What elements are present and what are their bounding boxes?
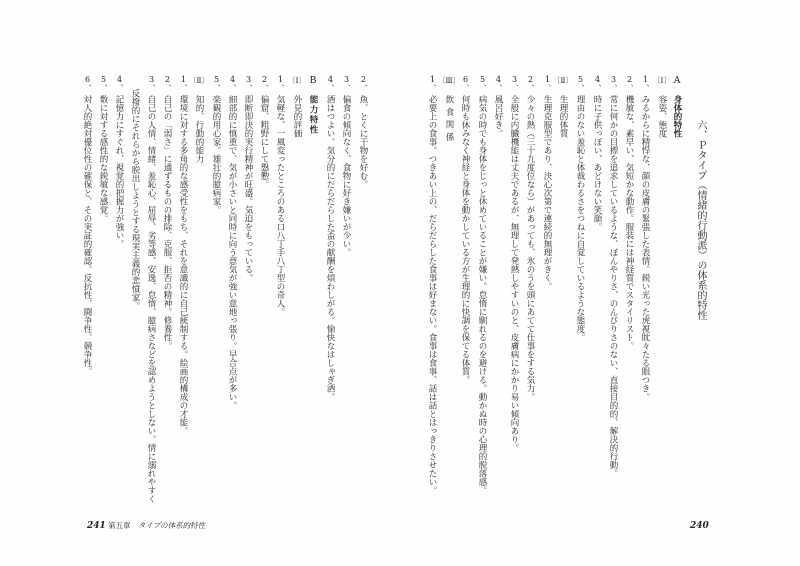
- item-number: 3、: [244, 75, 253, 92]
- subsection-heading: [653, 0, 671, 566]
- list-item: [162, 0, 172, 566]
- item-text: 自己の人情、情緒、羞恥心、屈辱、劣等感、安逸、怠惰、臆病さなどを認めようとしない。情に溺れやすく: [146, 95, 156, 503]
- item-number: 5、: [99, 75, 108, 92]
- item-number: 3、: [510, 75, 519, 92]
- page-number: 240: [690, 521, 709, 531]
- list-item: [82, 0, 92, 566]
- chapter-title: 六、Ｐタイプ（情緒的行動派）の体系的特性: [695, 120, 706, 320]
- item-number: 5、: [478, 75, 487, 92]
- item-number: 1、: [428, 75, 437, 92]
- item-number: 4、: [494, 75, 503, 92]
- list-item: [341, 0, 351, 566]
- item-number: 6、: [461, 75, 470, 92]
- chapter-label: 第五章: [108, 521, 131, 530]
- item-text: 常に何かの目標を追求しているような、ぼんやりさ、のんびりさのない、直接目的的、解決的行動。: [608, 95, 618, 478]
- item-text: 細部的に慎重で、気が小さいと同時に向う意気が強い意地っ張り。早合点が多い。: [227, 95, 237, 410]
- list-item: [608, 0, 618, 566]
- list-item: [525, 0, 535, 566]
- list-item: [178, 0, 188, 566]
- item-text: 偏窟、粗野にして慇懃。: [259, 95, 269, 189]
- section-marker: B: [309, 75, 317, 86]
- list-item: [227, 0, 237, 566]
- list-item: [624, 0, 634, 566]
- list-item: [592, 0, 602, 566]
- item-number: 3、: [609, 75, 618, 92]
- list-item: [325, 0, 335, 566]
- item-text: 何時も休みなく神経と身体を動かしている方が生理的に快調を保てる体質。: [460, 95, 470, 384]
- item-text: 自己の「弱さ」に通ずるものの排除、克服、拒否の精神。修養性。: [162, 95, 172, 350]
- item-text: 生理克服型であり、決心次第で連続的無理がきく。: [542, 95, 552, 291]
- subsection-title: 生理的体質: [558, 95, 568, 138]
- subsection-marker: 〔Ⅱ〕: [552, 76, 574, 85]
- item-number: 1、: [543, 75, 552, 92]
- item-text: 全般に内臓機能は丈夫であるが、無理して発熱しやすいのと、皮膚病にかかり易い傾向あり。: [509, 95, 519, 452]
- list-item: [146, 0, 156, 566]
- item-number: 6、: [83, 75, 92, 92]
- list-item: [575, 0, 585, 566]
- list-item: [275, 0, 285, 566]
- section-heading: 能力特性: [308, 95, 318, 135]
- subsection-title: 外見的評価: [292, 95, 302, 138]
- subsection-marker: 〔Ⅰ〕: [653, 76, 671, 85]
- item-text: 必要上の食事。つきあい上の、だらだらした食事は好まない。食事は食事、話は話とはっきりさせたい。: [427, 95, 437, 495]
- item-text: 機敏な、素早い、気短かな動作。服装には神経質でスタイリスト。: [624, 95, 634, 350]
- subsection-title: 知的、行動的能力: [194, 95, 204, 163]
- item-text: 即断即決的実行精神が旺盛。気迫をもっている。: [243, 95, 253, 282]
- list-item: [358, 0, 368, 566]
- item-text: みるからに精悍な、顔の皮膚の緊張した表情。鋭い光った虎視眈々たる眼つき。: [640, 95, 650, 401]
- page-number-right: [690, 521, 709, 531]
- right-page: [400, 0, 800, 566]
- item-number: 2、: [260, 75, 269, 92]
- item-text: 数に対する感性的な鋭敏な感覚。: [98, 95, 108, 223]
- list-item: [98, 0, 108, 566]
- running-head: タイプの体系的特性: [138, 521, 206, 530]
- list-item: [259, 0, 269, 566]
- item-number: 1、: [641, 75, 650, 92]
- list-item: [509, 0, 519, 566]
- item-number: 4、: [593, 75, 602, 92]
- item-text: 理由のない羞恥と体裁わるさをつねに自覚しているような態度。: [575, 95, 585, 342]
- item-number: 1、: [179, 75, 188, 92]
- list-item: [477, 0, 487, 566]
- item-text: 風呂好き。: [493, 95, 503, 138]
- item-number: 4、: [115, 75, 124, 92]
- subsection-heading: [437, 0, 461, 566]
- item-number: 1、: [276, 75, 285, 92]
- item-text: 魚、とくに干物を好む。: [358, 95, 368, 189]
- running-footer: [87, 521, 106, 531]
- list-item: [640, 0, 650, 566]
- subsection-marker: 〔Ⅰ〕: [288, 76, 306, 85]
- list-item: [427, 0, 437, 566]
- subsection-marker: 〔Ⅲ〕: [437, 76, 461, 85]
- list-item: [243, 0, 253, 566]
- item-text: 楽観的用心家。雄壮的臆病家。: [211, 95, 221, 214]
- item-text: 気軽な、一風変ったところのある口八丁手八丁型の奇人。: [275, 95, 285, 316]
- subsection-heading: [188, 0, 210, 566]
- item-text-continuation: 反撥的にそれらから脱出しようとする現実主義的悲憤家。: [130, 89, 140, 310]
- item-number: 2、: [526, 75, 535, 92]
- list-item: [114, 0, 124, 566]
- item-text: 酒はつよい。気分的にだらだらした盃の献酬を煩わしがる。愉快なはしゃぎ酒。: [325, 95, 335, 401]
- item-text: 偏食の傾向なく、食物に好き嫌いが少い。: [341, 95, 351, 257]
- item-number: 4、: [326, 75, 335, 92]
- list-item: [211, 0, 221, 566]
- item-number: 2、: [359, 75, 368, 92]
- item-text: 対人的絶対優位性の確保と、その実証的確認。反抗性、闘争性、競争性。: [82, 95, 92, 376]
- subsection-marker: 〔Ⅱ〕: [188, 76, 210, 85]
- item-number: 5、: [576, 75, 585, 92]
- subsection-title: 飲食関係: [444, 95, 454, 145]
- item-number: 3、: [147, 75, 156, 92]
- section-marker: A: [673, 75, 681, 86]
- subsection-heading: [552, 0, 574, 566]
- item-text: 環境に対する多角的な感受性をもち、それを意識的に自己統制する。絵画的構成の才能。: [178, 95, 188, 435]
- list-item: [542, 0, 552, 566]
- item-text: 少々の熱（三十九度位なら）があっても、氷のうを頭にあてて仕事をする気力。: [525, 95, 535, 401]
- item-number: 4、: [228, 75, 237, 92]
- item-text: 記憶力にすぐれ、視覚的把握力が強い。: [114, 95, 124, 248]
- list-item-continuation: [130, 0, 140, 566]
- list-item: [493, 0, 503, 566]
- subsection-heading: [288, 0, 306, 566]
- section-heading: 身体的特性: [672, 95, 682, 138]
- item-text: 病気の時でも身体をじっと休めていることが嫌い。怠惰に馴れるのを避ける。動かぬ時の心理的脱落感。: [477, 95, 487, 495]
- item-text: 時に子供っぽい、あどけない笑顔。: [592, 95, 602, 231]
- page-number: 241: [87, 521, 106, 531]
- item-number: 5、: [212, 75, 221, 92]
- subsection-title: 容姿、態度: [657, 95, 667, 138]
- item-number: 2、: [163, 75, 172, 92]
- item-number: 3、: [342, 75, 351, 92]
- item-number: 2、: [625, 75, 634, 92]
